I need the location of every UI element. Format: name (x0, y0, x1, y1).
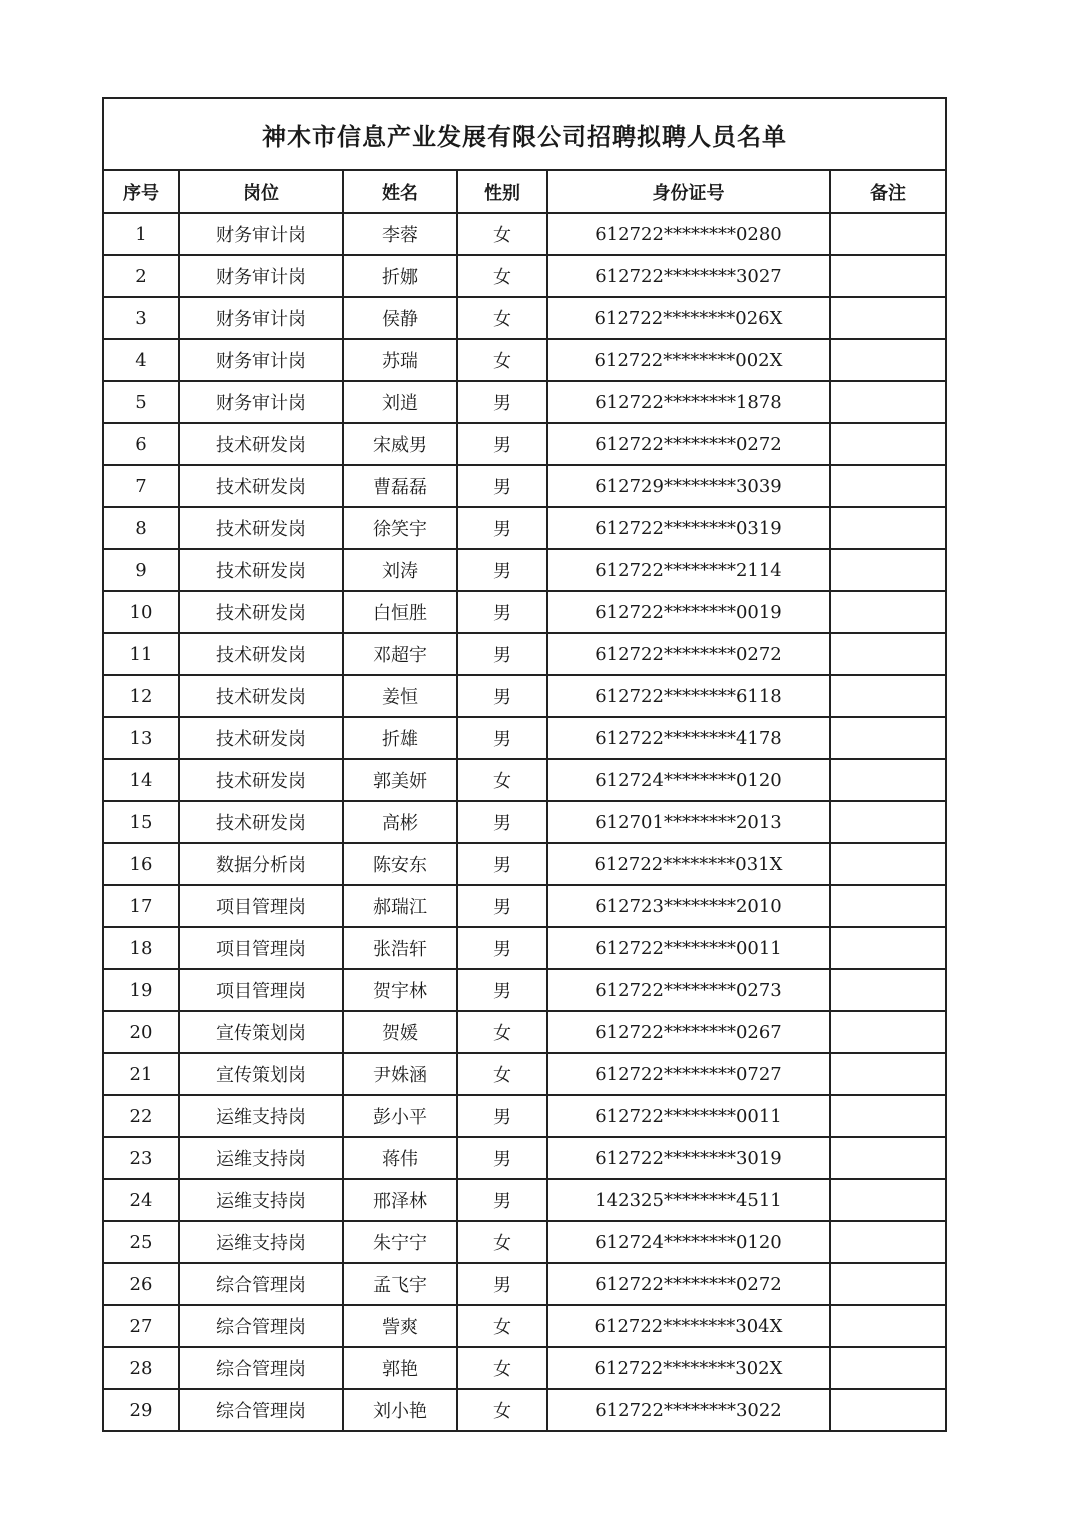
name-cell: 张浩轩 (343, 927, 457, 969)
serial-cell: 24 (104, 1179, 179, 1221)
gender-cell: 女 (457, 1347, 547, 1389)
position-cell: 技术研发岗 (179, 801, 343, 843)
serial-cell: 28 (104, 1347, 179, 1389)
table-row (104, 1095, 945, 1137)
name-cell: 折娜 (343, 255, 457, 297)
name-cell: 贺宇林 (343, 969, 457, 1011)
serial-cell: 11 (104, 633, 179, 675)
remarks-cell (830, 969, 945, 1011)
table-row (104, 633, 945, 675)
gender-cell: 女 (457, 1389, 547, 1430)
remarks-cell (830, 507, 945, 549)
name-cell: 彭小平 (343, 1095, 457, 1137)
serial-cell: 9 (104, 549, 179, 591)
table-row (104, 759, 945, 801)
serial-cell: 18 (104, 927, 179, 969)
name-cell: 白恒胜 (343, 591, 457, 633)
position-cell: 财务审计岗 (179, 297, 343, 339)
id-number-cell: 142325********4511 (547, 1179, 830, 1221)
table-row (104, 1305, 945, 1347)
table-row (104, 297, 945, 339)
header-gender: 性别 (457, 171, 547, 213)
table-row (104, 1011, 945, 1053)
gender-cell: 男 (457, 969, 547, 1011)
id-number-cell: 612722********3022 (547, 1389, 830, 1430)
table-row (104, 255, 945, 297)
id-number-cell: 612722********4178 (547, 717, 830, 759)
serial-cell: 29 (104, 1389, 179, 1430)
id-number-cell: 612722********304X (547, 1305, 830, 1347)
serial-cell: 10 (104, 591, 179, 633)
table-row (104, 717, 945, 759)
gender-cell: 男 (457, 1263, 547, 1305)
position-cell: 综合管理岗 (179, 1389, 343, 1430)
id-number-cell: 612722********0273 (547, 969, 830, 1011)
table-row (104, 885, 945, 927)
table-row (104, 339, 945, 381)
remarks-cell (830, 1347, 945, 1389)
gender-cell: 男 (457, 885, 547, 927)
id-number-cell: 612722********6118 (547, 675, 830, 717)
remarks-cell (830, 843, 945, 885)
table-row (104, 843, 945, 885)
name-cell: 姜恒 (343, 675, 457, 717)
id-number-cell: 612722********0272 (547, 1263, 830, 1305)
gender-cell: 男 (457, 507, 547, 549)
name-cell: 郭艳 (343, 1347, 457, 1389)
position-cell: 综合管理岗 (179, 1347, 343, 1389)
serial-cell: 26 (104, 1263, 179, 1305)
candidate-table (104, 171, 945, 1430)
name-cell: 訾爽 (343, 1305, 457, 1347)
gender-cell: 男 (457, 801, 547, 843)
position-cell: 项目管理岗 (179, 927, 343, 969)
name-cell: 高彬 (343, 801, 457, 843)
remarks-cell (830, 1179, 945, 1221)
name-cell: 贺媛 (343, 1011, 457, 1053)
name-cell: 侯静 (343, 297, 457, 339)
gender-cell: 男 (457, 1137, 547, 1179)
position-cell: 财务审计岗 (179, 213, 343, 255)
name-cell: 刘小艳 (343, 1389, 457, 1430)
remarks-cell (830, 591, 945, 633)
name-cell: 徐笑宇 (343, 507, 457, 549)
remarks-cell (830, 255, 945, 297)
serial-cell: 27 (104, 1305, 179, 1347)
table-header-row (104, 171, 945, 213)
id-number-cell: 612722********2114 (547, 549, 830, 591)
remarks-cell (830, 1305, 945, 1347)
gender-cell: 男 (457, 633, 547, 675)
position-cell: 运维支持岗 (179, 1221, 343, 1263)
position-cell: 财务审计岗 (179, 255, 343, 297)
id-number-cell: 612723********2010 (547, 885, 830, 927)
position-cell: 数据分析岗 (179, 843, 343, 885)
candidate-list-document (102, 97, 947, 1432)
id-number-cell: 612722********0011 (547, 927, 830, 969)
table-row (104, 423, 945, 465)
table-row (104, 591, 945, 633)
name-cell: 孟飞宇 (343, 1263, 457, 1305)
table-row (104, 969, 945, 1011)
id-number-cell: 612729********3039 (547, 465, 830, 507)
position-cell: 综合管理岗 (179, 1263, 343, 1305)
id-number-cell: 612722********0727 (547, 1053, 830, 1095)
remarks-cell (830, 1389, 945, 1430)
header-name: 姓名 (343, 171, 457, 213)
table-row (104, 1179, 945, 1221)
table-row (104, 801, 945, 843)
id-number-cell: 612722********0280 (547, 213, 830, 255)
name-cell: 郭美妍 (343, 759, 457, 801)
serial-cell: 12 (104, 675, 179, 717)
name-cell: 苏瑞 (343, 339, 457, 381)
id-number-cell: 612722********3019 (547, 1137, 830, 1179)
name-cell: 折雄 (343, 717, 457, 759)
remarks-cell (830, 549, 945, 591)
id-number-cell: 612722********0272 (547, 633, 830, 675)
position-cell: 技术研发岗 (179, 423, 343, 465)
gender-cell: 女 (457, 297, 547, 339)
table-row (104, 1053, 945, 1095)
table-row (104, 1263, 945, 1305)
id-number-cell: 612722********031X (547, 843, 830, 885)
name-cell: 邓超宇 (343, 633, 457, 675)
name-cell: 陈安东 (343, 843, 457, 885)
position-cell: 技术研发岗 (179, 759, 343, 801)
serial-cell: 21 (104, 1053, 179, 1095)
table-row (104, 1221, 945, 1263)
name-cell: 朱宁宁 (343, 1221, 457, 1263)
name-cell: 刘涛 (343, 549, 457, 591)
remarks-cell (830, 213, 945, 255)
gender-cell: 男 (457, 1095, 547, 1137)
remarks-cell (830, 1053, 945, 1095)
document-title: 神木市信息产业发展有限公司招聘拟聘人员名单 (104, 99, 945, 171)
gender-cell: 女 (457, 759, 547, 801)
position-cell: 综合管理岗 (179, 1305, 343, 1347)
header-position: 岗位 (179, 171, 343, 213)
name-cell: 曹磊磊 (343, 465, 457, 507)
gender-cell: 男 (457, 1179, 547, 1221)
header-serial: 序号 (104, 171, 179, 213)
gender-cell: 男 (457, 549, 547, 591)
remarks-cell (830, 465, 945, 507)
name-cell: 尹姝涵 (343, 1053, 457, 1095)
table-row (104, 1389, 945, 1430)
id-number-cell: 612724********0120 (547, 1221, 830, 1263)
serial-cell: 15 (104, 801, 179, 843)
position-cell: 技术研发岗 (179, 507, 343, 549)
gender-cell: 女 (457, 1011, 547, 1053)
serial-cell: 16 (104, 843, 179, 885)
remarks-cell (830, 759, 945, 801)
position-cell: 技术研发岗 (179, 549, 343, 591)
remarks-cell (830, 1095, 945, 1137)
remarks-cell (830, 927, 945, 969)
serial-cell: 22 (104, 1095, 179, 1137)
id-number-cell: 612722********0319 (547, 507, 830, 549)
id-number-cell: 612722********302X (547, 1347, 830, 1389)
name-cell: 刘逍 (343, 381, 457, 423)
name-cell: 郝瑞江 (343, 885, 457, 927)
id-number-cell: 612724********0120 (547, 759, 830, 801)
remarks-cell (830, 297, 945, 339)
serial-cell: 6 (104, 423, 179, 465)
remarks-cell (830, 675, 945, 717)
position-cell: 项目管理岗 (179, 885, 343, 927)
serial-cell: 1 (104, 213, 179, 255)
position-cell: 运维支持岗 (179, 1179, 343, 1221)
header-id-number: 身份证号 (547, 171, 830, 213)
serial-cell: 5 (104, 381, 179, 423)
serial-cell: 19 (104, 969, 179, 1011)
serial-cell: 13 (104, 717, 179, 759)
remarks-cell (830, 717, 945, 759)
id-number-cell: 612722********1878 (547, 381, 830, 423)
table-row (104, 1137, 945, 1179)
remarks-cell (830, 633, 945, 675)
name-cell: 宋威男 (343, 423, 457, 465)
serial-cell: 4 (104, 339, 179, 381)
gender-cell: 女 (457, 1305, 547, 1347)
table-row (104, 507, 945, 549)
serial-cell: 17 (104, 885, 179, 927)
table-body (104, 213, 945, 1430)
gender-cell: 男 (457, 927, 547, 969)
position-cell: 技术研发岗 (179, 675, 343, 717)
serial-cell: 2 (104, 255, 179, 297)
serial-cell: 23 (104, 1137, 179, 1179)
remarks-cell (830, 381, 945, 423)
serial-cell: 14 (104, 759, 179, 801)
id-number-cell: 612701********2013 (547, 801, 830, 843)
remarks-cell (830, 1137, 945, 1179)
table-row (104, 213, 945, 255)
gender-cell: 男 (457, 423, 547, 465)
remarks-cell (830, 423, 945, 465)
remarks-cell (830, 1263, 945, 1305)
position-cell: 项目管理岗 (179, 969, 343, 1011)
gender-cell: 女 (457, 213, 547, 255)
table-row (104, 465, 945, 507)
gender-cell: 女 (457, 339, 547, 381)
gender-cell: 男 (457, 675, 547, 717)
remarks-cell (830, 801, 945, 843)
table-row (104, 549, 945, 591)
serial-cell: 3 (104, 297, 179, 339)
id-number-cell: 612722********3027 (547, 255, 830, 297)
gender-cell: 男 (457, 465, 547, 507)
gender-cell: 女 (457, 255, 547, 297)
id-number-cell: 612722********0272 (547, 423, 830, 465)
table-row (104, 1347, 945, 1389)
position-cell: 技术研发岗 (179, 633, 343, 675)
position-cell: 技术研发岗 (179, 717, 343, 759)
id-number-cell: 612722********0019 (547, 591, 830, 633)
remarks-cell (830, 885, 945, 927)
serial-cell: 7 (104, 465, 179, 507)
id-number-cell: 612722********002X (547, 339, 830, 381)
id-number-cell: 612722********0011 (547, 1095, 830, 1137)
position-cell: 宣传策划岗 (179, 1053, 343, 1095)
gender-cell: 男 (457, 381, 547, 423)
position-cell: 运维支持岗 (179, 1095, 343, 1137)
gender-cell: 女 (457, 1053, 547, 1095)
position-cell: 财务审计岗 (179, 339, 343, 381)
remarks-cell (830, 339, 945, 381)
gender-cell: 男 (457, 591, 547, 633)
name-cell: 蒋伟 (343, 1137, 457, 1179)
header-remarks: 备注 (830, 171, 945, 213)
table-row (104, 675, 945, 717)
id-number-cell: 612722********026X (547, 297, 830, 339)
position-cell: 技术研发岗 (179, 465, 343, 507)
remarks-cell (830, 1011, 945, 1053)
gender-cell: 男 (457, 843, 547, 885)
position-cell: 宣传策划岗 (179, 1011, 343, 1053)
serial-cell: 20 (104, 1011, 179, 1053)
serial-cell: 25 (104, 1221, 179, 1263)
remarks-cell (830, 1221, 945, 1263)
name-cell: 李蓉 (343, 213, 457, 255)
position-cell: 财务审计岗 (179, 381, 343, 423)
name-cell: 邢泽林 (343, 1179, 457, 1221)
position-cell: 运维支持岗 (179, 1137, 343, 1179)
table-row (104, 927, 945, 969)
table-row (104, 381, 945, 423)
id-number-cell: 612722********0267 (547, 1011, 830, 1053)
gender-cell: 男 (457, 717, 547, 759)
gender-cell: 女 (457, 1221, 547, 1263)
position-cell: 技术研发岗 (179, 591, 343, 633)
serial-cell: 8 (104, 507, 179, 549)
